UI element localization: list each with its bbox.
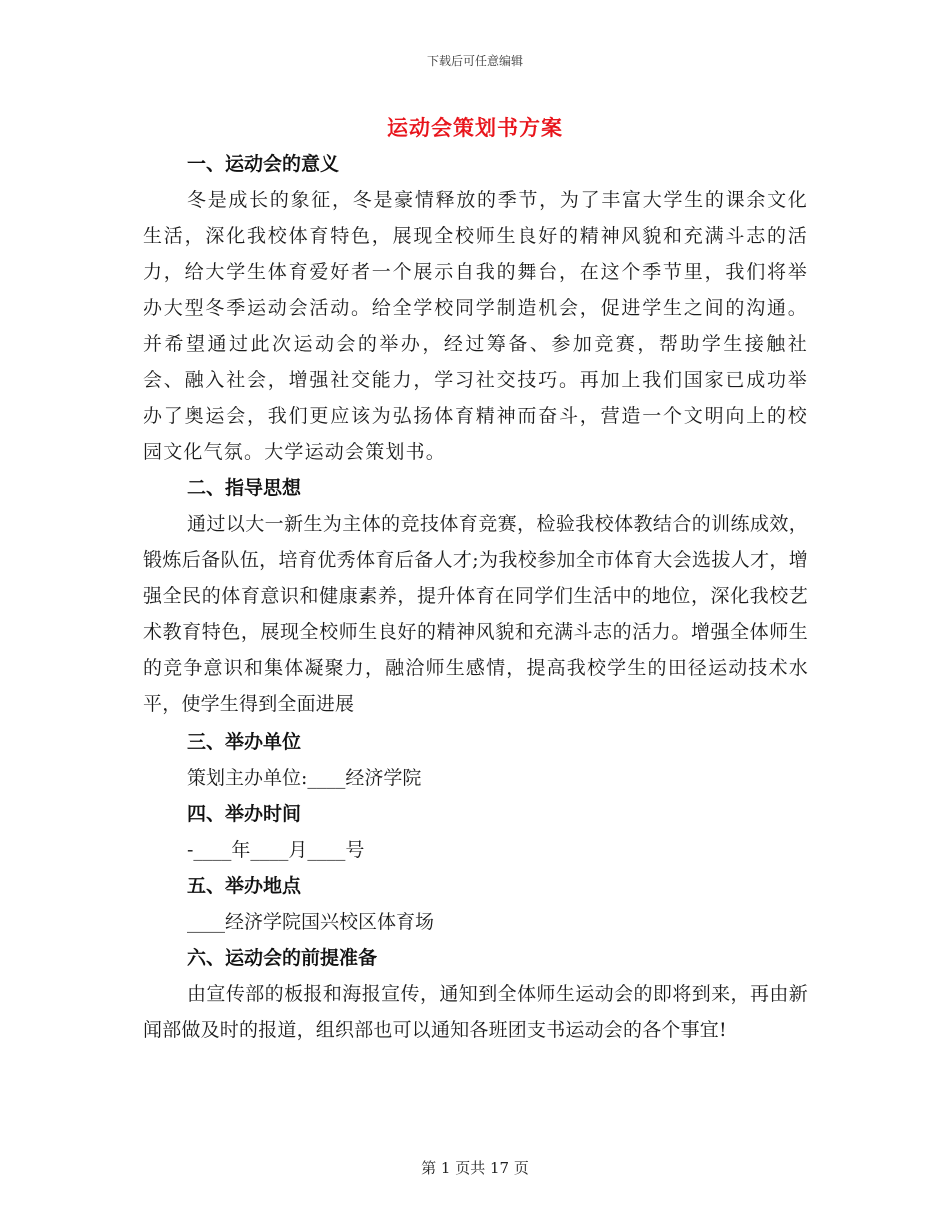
section-body-venue: ____经济学院国兴校区体育场 <box>187 911 435 933</box>
section-heading-preparation: 六、运动会的前提准备 <box>187 947 378 969</box>
document-body <box>143 146 808 1048</box>
section-body-preparation: 由宣传部的板报和海报宣传，通知到全体师生运动会的即将到来，再由新闻部做及时的报道，组织部也可以通知各班团支书运动会的各个事宜! <box>143 983 808 1041</box>
section-body-time: -____年____月____号 <box>187 839 365 861</box>
section-body-organizer: 策划主办单位:____经济学院 <box>187 767 422 789</box>
section-body-significance: 冬是成长的象征，冬是豪情释放的季节，为了丰富大学生的课余文化生活，深化我校体育特色，展现全校师生良好的精神风貌和充满斗志的活力，给大学生体育爱好者一个展示自我的舞台，在这个季节里，我们将举办大型冬季运动会活动。给全学校同学制造机会，促进学生之间的沟通。并希望通过此次运动会的举办，经过筹备、参加竞赛，帮助学生接触社会、融入社会，增强社交能力，学习社交技巧。再加上我们国家已成功举办了奥运会，我们更应该为弘扬体育精神而奋斗，营造一个文明向上的校园文化气氛。大学运动会策划书。 <box>143 189 808 463</box>
header-note: 下载后可任意编辑 <box>426 54 523 68</box>
section-heading-time: 四、举办时间 <box>187 803 302 825</box>
section-heading-venue: 五、举办地点 <box>187 875 302 897</box>
section-heading-significance: 一、运动会的意义 <box>187 153 340 175</box>
document-title: 运动会策划书方案 <box>387 115 563 140</box>
section-body-guiding-idea: 通过以大一新生为主体的竞技体育竞赛，检验我校体教结合的训练成效，锻炼后备队伍，培育优秀体育后备人才;为我校参加全市体育大会选拔人才，增强全民的体育意识和健康素养，提升体育在同学们生活中的地位，深化我校艺术教育特色，展现全校师生良好的精神风貌和充满斗志的活力。增强全体师生的竞争意识和集体凝聚力，融洽师生感情，提高我校学生的田径运动技术水平，使学生得到全面进展 <box>143 513 808 715</box>
section-heading-guiding-idea: 二、指导思想 <box>187 477 302 499</box>
page-footer: 第 1 页共 17 页 <box>421 1159 529 1177</box>
section-heading-organizer: 三、举办单位 <box>187 731 302 753</box>
